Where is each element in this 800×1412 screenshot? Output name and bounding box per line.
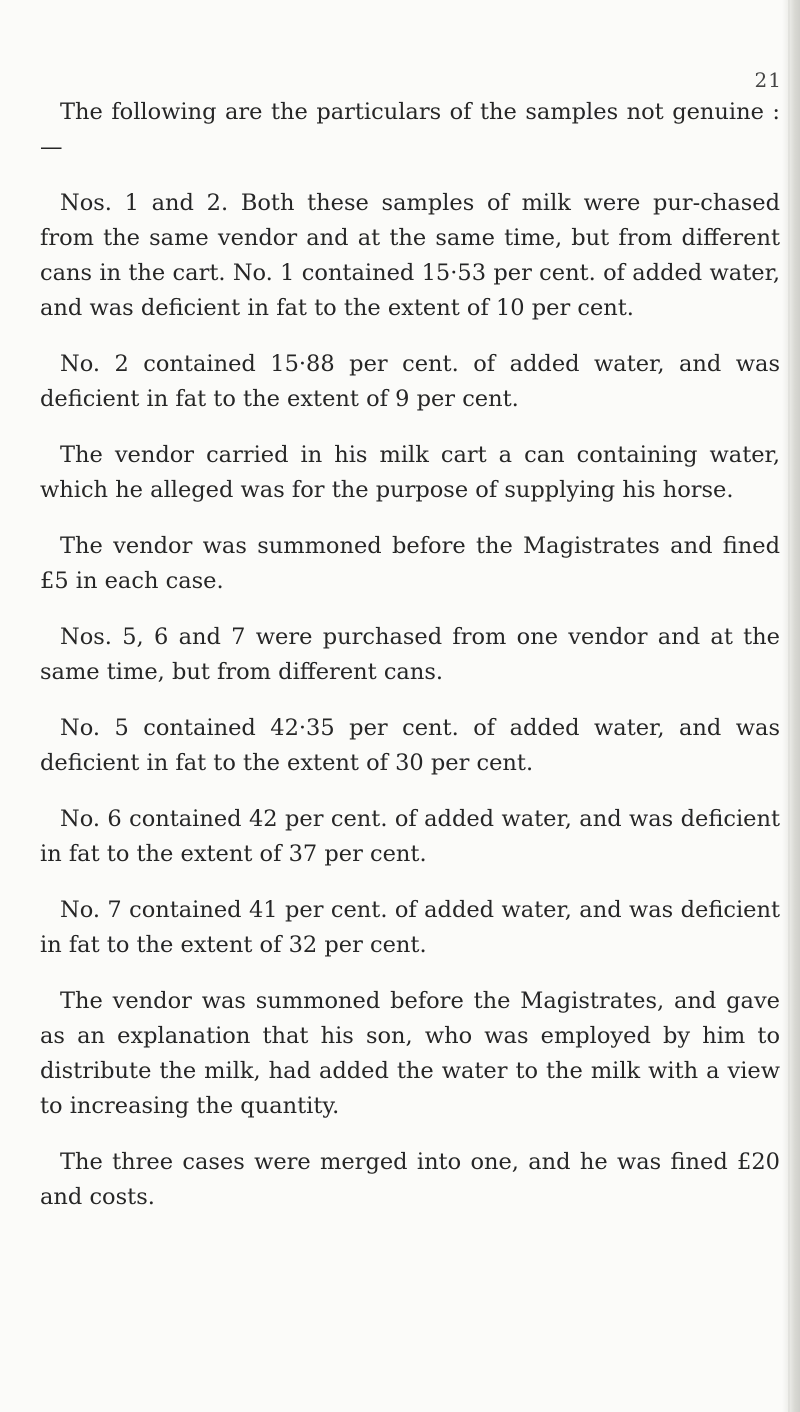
sample-6-paragraph: No. 6 contained 42 per cent. of added water, and was deficient in fat to the extent of 37 per cent. [40, 806, 780, 867]
samples-5-6-7-paragraph: Nos. 5, 6 and 7 were purchased from one vendor and at the same time, but from different cans. [40, 624, 780, 685]
sample-5-paragraph: No. 5 contained 42·35 per cent. of added water, and was deficient in fat to the extent of 30 per cent. [40, 715, 780, 776]
first-fine-paragraph: The vendor was summoned before the Magistrates and fined £5 in each case. [40, 533, 780, 594]
sample-7-paragraph: No. 7 contained 41 per cent. of added water, and was deficient in fat to the extent of 32 per cent. [40, 897, 780, 958]
intro-paragraph: The following are the particulars of the samples not genuine :— [40, 99, 780, 160]
final-fine-paragraph: The three cases were merged into one, and he was fined £20 and costs. [40, 1149, 780, 1210]
page-edge-shadow [782, 0, 800, 1412]
samples-1-2-paragraph: Nos. 1 and 2. Both these samples of milk were pur-chased from the same vendor and at the same time, but from different cans in the cart. No. 1 contained 15·53 per cent. of added water, and was deficient in fat to the extent of 10 per cent. [40, 190, 780, 321]
explanation-paragraph: The vendor was summoned before the Magistrates, and gave as an explanation that his son, who was employed by him to distribute the milk, had added the water to the milk with a view to increasing the quantity. [40, 988, 780, 1119]
water-can-paragraph: The vendor carried in his milk cart a can containing water, which he alleged was for the purpose of supplying his horse. [40, 442, 780, 503]
sample-2-paragraph: No. 2 contained 15·88 per cent. of added water, and was deficient in fat to the extent of 9 per cent. [40, 351, 780, 412]
body-text [40, 95, 780, 1236]
page-number: 21 [754, 68, 782, 92]
